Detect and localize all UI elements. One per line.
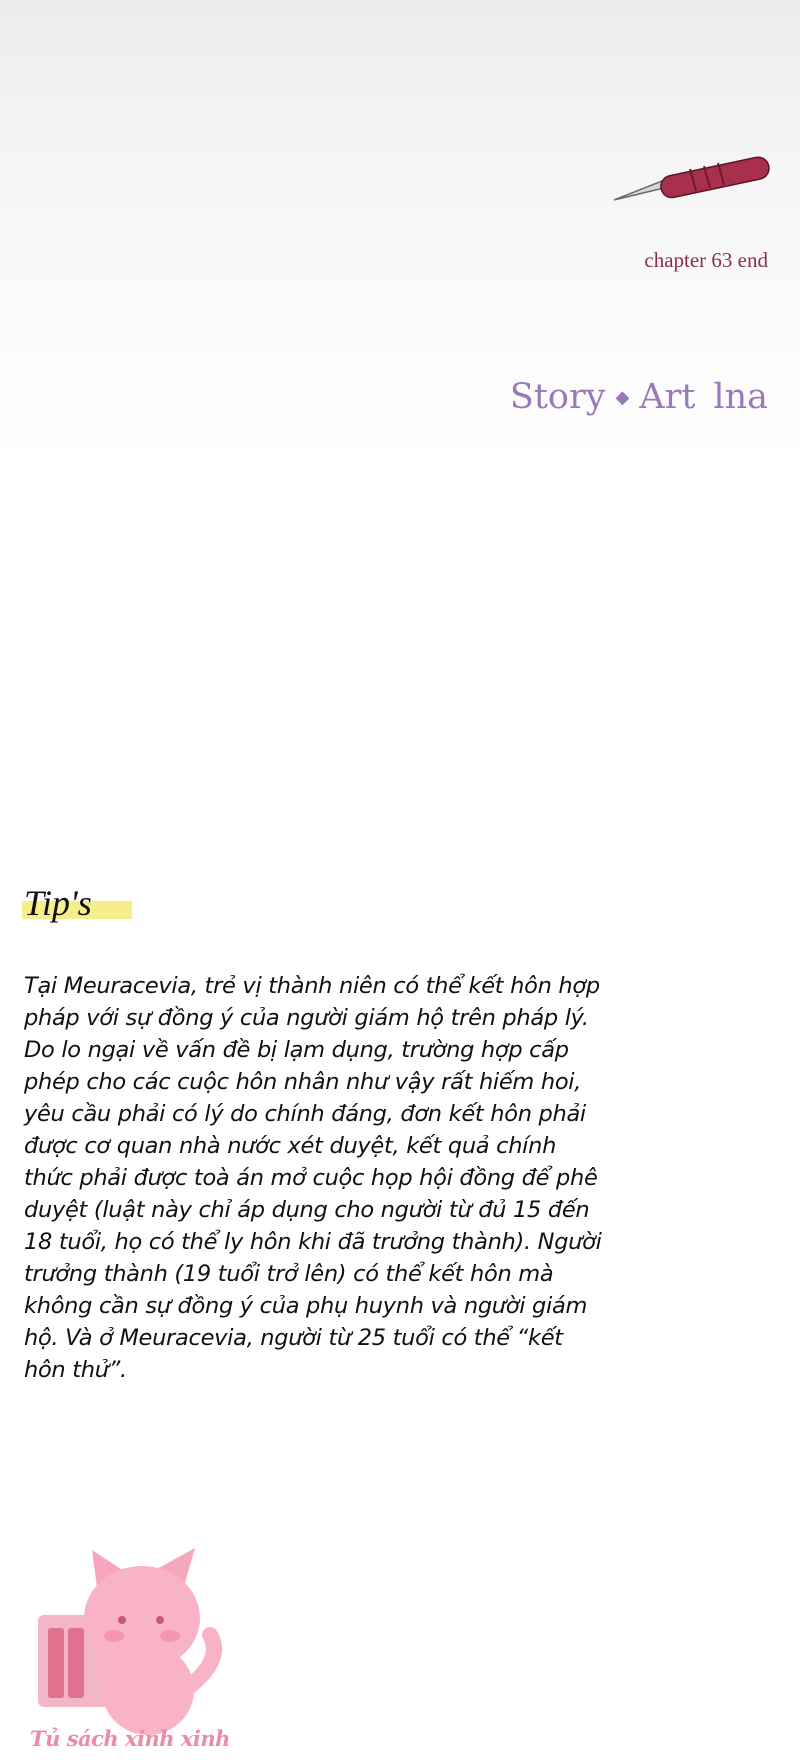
tips-title: Tip's	[24, 883, 92, 923]
knife-icon	[614, 155, 771, 200]
credits-line	[510, 377, 768, 417]
chapter-end-label: chapter 63 end	[644, 248, 768, 272]
tips-body-text: Tại Meuracevia, trẻ vị thành niên có thể kết hôn hợp pháp với sự đồng ý của người giám hộ trên pháp lý. Do lo ngại về vấn đề bị lạm dụng, trường hợp cấp phép cho các cuộc hôn nhân như vậy rất hiếm hoi, yêu cầu phải có lý do chính đáng, đơn kết hôn phải được cơ quan nhà nước xét duyệt, kết quả chính thức phải được toà án mở cuộc họp hội đồng để phê duyệt (luật này chỉ áp dụng cho người từ đủ 15 đến 18 tuổi, họ có thể ly hôn khi đã trưởng thành). Người trưởng thành (19 tuổi trở lên) có thể kết hôn mà không cần sự đồng ý của phụ huynh và người giám hộ. Và ở Meuracevia, người từ 25 tuổi có thể “kết hôn thử”.	[24, 973, 602, 1383]
watermark-text: Tủ sách xinh xinh	[30, 1726, 230, 1751]
credits-separator: ◆	[615, 386, 630, 408]
credits-art-label: Art	[639, 377, 696, 417]
knife-illustration	[612, 155, 772, 205]
credits-author: lna	[713, 377, 768, 417]
credits-story-label: Story	[509, 377, 606, 417]
